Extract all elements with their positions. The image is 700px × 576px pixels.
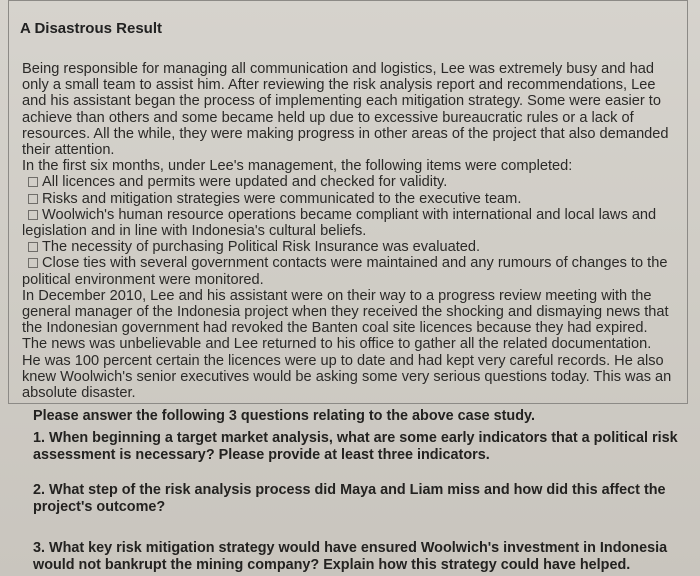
list-item: The necessity of purchasing Political Risk Insurance was evaluated. [22, 239, 672, 255]
paragraph-2: In December 2010, Lee and his assistant were on their way to a progress review meeting with the general manager of the Indonesia project when they received the shocking and dismaying news that the Indonesian government had revoked the Banten coal site licences because they had expired. The news was unbelievable and Lee returned to his office to gather all the related documentation. He was 100 percent certain the licences were up to date and had kept very careful records. He also knew Woolwich's senior executives would be asking some very serious questions today. This was an absolute disaster. [22, 287, 672, 402]
question-1: 1. When beginning a target market analysis, what are some early indicators that a political risk assessment is necessary? Please provide at least three indicators. [33, 430, 678, 463]
questions-instruction: Please answer the following 3 questions relating to the above case study. [33, 408, 535, 424]
checkbox-icon [28, 194, 38, 204]
case-study-body [22, 46, 672, 401]
question-2: 2. What step of the risk analysis process did Maya and Liam miss and how did this affect the project's outcome? [33, 482, 666, 515]
list-item: Close ties with several government contacts were maintained and any rumours of changes to the political environment were monitored. [22, 255, 668, 288]
checkbox-icon [28, 177, 38, 187]
list-item: Risks and mitigation strategies were communicated to the executive team. [22, 191, 672, 207]
checkbox-icon [28, 242, 38, 252]
checkbox-icon [28, 258, 38, 268]
list-item: Woolwich's human resource operations became compliant with international and local laws and legislation and in line with Indonesia's cultural beliefs. [22, 206, 657, 240]
case-study-title: A Disastrous Result [20, 20, 162, 37]
completed-intro: In the first six months, under Lee's management, the following items were completed: [22, 158, 573, 175]
checkbox-icon [28, 210, 38, 220]
paragraph-1: Being responsible for managing all communication and logistics, Lee was extremely busy and had only a small team to assist him. After reviewing the risk analysis report and recommendations, Lee and his assistant began the process of implementing each mitigation strategy. Some were easier to achieve than others and some became held up due to excessive bureaucratic rules or a lack of resources. All the while, they were making progress in other areas of the project that also demanded their attention. [22, 61, 669, 159]
list-item: All licences and permits were updated and checked for validity. [22, 174, 672, 190]
question-3: 3. What key risk mitigation strategy would have ensured Woolwich's investment in Indonesia would not bankrupt the mining company? Explain how this strategy could have helped. [33, 540, 668, 573]
